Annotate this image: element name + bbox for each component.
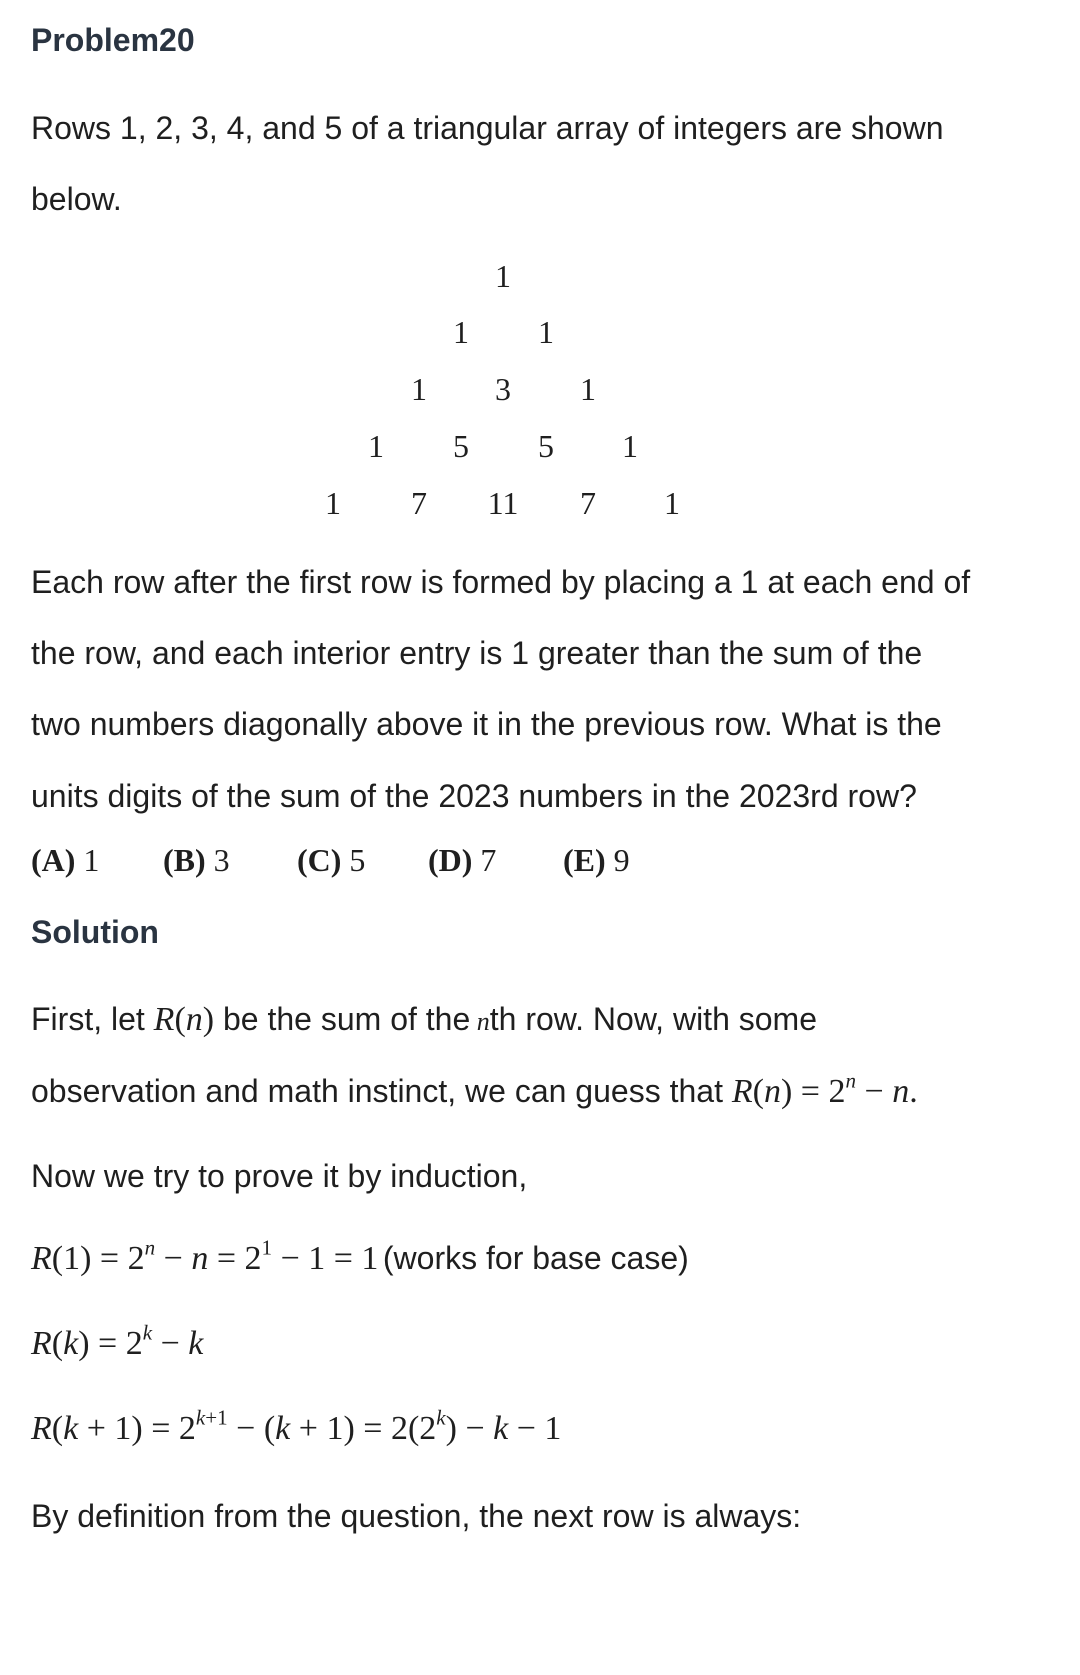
choice-value: 1 <box>83 842 100 878</box>
inductive-step: $R(k + 1) = 2^{k+1} - (k + 1) = 2(2^k) - k - 1$ <box>31 1405 562 1447</box>
choice-letter: (B) <box>163 842 206 878</box>
inductive-hypothesis: $R(k) = 2^k - k$ <box>31 1320 204 1362</box>
solution-line-2 <box>31 1068 918 1110</box>
choice-d <box>428 842 496 879</box>
problem-line: units digits of the sum of the 2023 numbers in the 2023rd row? <box>31 778 917 814</box>
intro-line-1: Rows 1, 2, 3, 4, and 5 of a triangular array of integers are shown <box>31 110 944 146</box>
problem-line: two numbers diagonally above it in the previous row. What is the <box>31 706 942 742</box>
base-case-note: (works for base case) <box>382 1240 689 1276</box>
solution-line-3: Now we try to prove it by induction, <box>31 1158 528 1194</box>
problem-title: Problem20 <box>31 22 195 58</box>
triangle-cell: 1 <box>325 485 341 521</box>
choice-a <box>31 842 99 879</box>
choice-letter: (A) <box>31 842 76 878</box>
closing-line: By definition from the question, the next row is always: <box>31 1498 802 1534</box>
choice-value: 7 <box>480 842 497 878</box>
triangle-cell: 11 <box>487 485 519 521</box>
math-expression: $R(n) = 2^n - n$. <box>731 1068 918 1110</box>
triangle-cell: 1 <box>453 314 469 350</box>
triangle-cell: 1 <box>622 428 638 464</box>
triangle-cell: 5 <box>453 428 469 464</box>
problem-line: the row, and each interior entry is 1 greater than the sum of the <box>31 635 923 671</box>
math-expression: $R(1) = 2^n - n = 2^1 - 1 = 1$ <box>31 1235 379 1277</box>
triangle-cell: 1 <box>368 428 384 464</box>
choice-letter: (C) <box>297 842 342 878</box>
triangle-cell: 1 <box>411 371 427 407</box>
solution-text: First, let <box>31 1001 145 1037</box>
choice-value: 9 <box>613 842 630 878</box>
choice-value: 3 <box>213 842 230 878</box>
triangle-cell: 7 <box>411 485 427 521</box>
choice-letter: (E) <box>563 842 606 878</box>
choice-letter: (D) <box>428 842 473 878</box>
base-case-line <box>31 1235 689 1278</box>
triangle-cell: 1 <box>538 314 554 350</box>
intro-line-2: below. <box>31 181 122 217</box>
triangle-cell: 3 <box>495 371 511 407</box>
triangle-cell: 1 <box>664 485 680 521</box>
solution-text: be the sum of the <box>223 1001 471 1037</box>
solution-line-1 <box>31 1003 817 1038</box>
math-expression: R(n) <box>153 1001 215 1038</box>
triangle-cell: 5 <box>538 428 554 464</box>
choice-c <box>297 842 365 879</box>
choice-e <box>563 842 630 879</box>
choice-value: 5 <box>349 842 366 878</box>
math-expression: n <box>476 1007 490 1036</box>
solution-heading: Solution <box>31 914 159 950</box>
solution-text: th row. Now, with some <box>489 1001 817 1037</box>
choice-b <box>163 842 230 879</box>
triangle-cell: 7 <box>580 485 596 521</box>
triangle-cell: 1 <box>495 258 511 294</box>
solution-text: observation and math instinct, we can guess that <box>31 1073 723 1109</box>
problem-line: Each row after the first row is formed by placing a 1 at each end of <box>31 564 971 600</box>
triangle-cell: 1 <box>580 371 596 407</box>
